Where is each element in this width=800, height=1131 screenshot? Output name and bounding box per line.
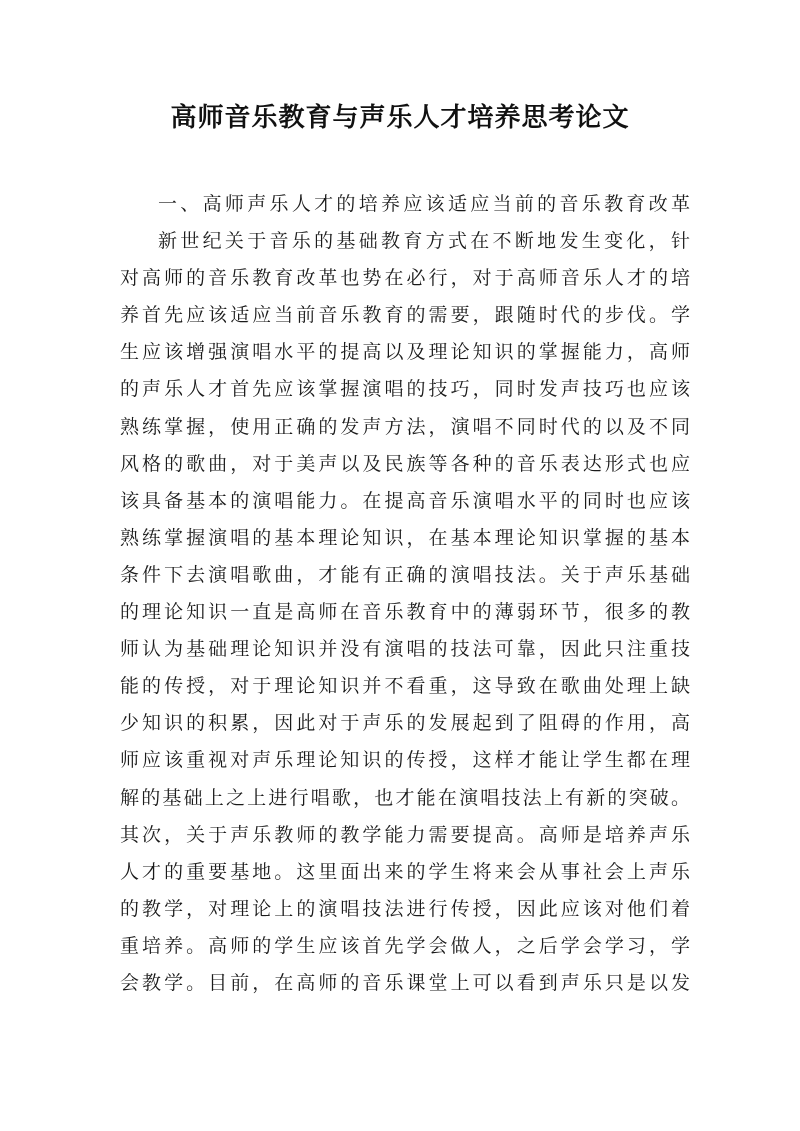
paragraph-line: 新世纪关于音乐的基础教育方式在不断地发生变化，针 (158, 230, 690, 253)
paragraph-line: 该具备基本的演唱能力。在提高音乐演唱水平的同时也应该 (120, 489, 690, 512)
paragraph-line: 对高师的音乐教育改革也势在必行，对于高师音乐人才的培 (120, 267, 690, 290)
paragraph-line: 生应该增强演唱水平的提高以及理论知识的掌握能力，高师 (120, 341, 690, 364)
paragraph-line: 少知识的积累，因此对于声乐的发展起到了阻碍的作用，高 (120, 712, 690, 735)
paragraph-line: 的教学，对理论上的演唱技法进行传授，因此应该对他们着 (120, 897, 690, 920)
paragraph-line: 师认为基础理论知识并没有演唱的技法可靠，因此只注重技 (120, 638, 690, 661)
paragraph-line: 会教学。目前，在高师的音乐课堂上可以看到声乐只是以发 (120, 971, 690, 994)
paragraph-line: 风格的歌曲，对于美声以及民族等各种的音乐表达形式也应 (120, 452, 690, 475)
paragraph-line: 师应该重视对声乐理论知识的传授，这样才能让学生都在理 (120, 749, 690, 772)
document-body (120, 186, 690, 1002)
paragraph-line: 其次，关于声乐教师的教学能力需要提高。高师是培养声乐 (120, 823, 690, 846)
paragraph-line: 重培养。高师的学生应该首先学会做人，之后学会学习，学 (120, 934, 690, 957)
paragraph-line: 养首先应该适应当前音乐教育的需要，跟随时代的步伐。学 (120, 304, 690, 327)
paragraph-line: 熟练掌握，使用正确的发声方法，演唱不同时代的以及不同 (120, 415, 690, 438)
paragraph-line: 条件下去演唱歌曲，才能有正确的演唱技法。关于声乐基础 (120, 563, 690, 586)
paragraph-line: 人才的重要基地。这里面出来的学生将来会从事社会上声乐 (120, 860, 690, 883)
section-heading: 一、高师声乐人才的培养应该适应当前的音乐教育改革 (158, 193, 690, 215)
paragraph-line: 熟练掌握演唱的基本理论知识，在基本理论知识掌握的基本 (120, 526, 690, 549)
paragraph-line: 的声乐人才首先应该掌握演唱的技巧，同时发声技巧也应该 (120, 378, 690, 401)
paragraph-line: 的理论知识一直是高师在音乐教育中的薄弱环节，很多的教 (120, 601, 690, 624)
document-title: 高师音乐教育与声乐人才培养思考论文 (170, 103, 630, 133)
paragraph-line: 能的传授，对于理论知识并不看重，这导致在歌曲处理上缺 (120, 675, 690, 698)
paragraph-line: 解的基础上之上进行唱歌，也才能在演唱技法上有新的突破。 (120, 786, 690, 809)
